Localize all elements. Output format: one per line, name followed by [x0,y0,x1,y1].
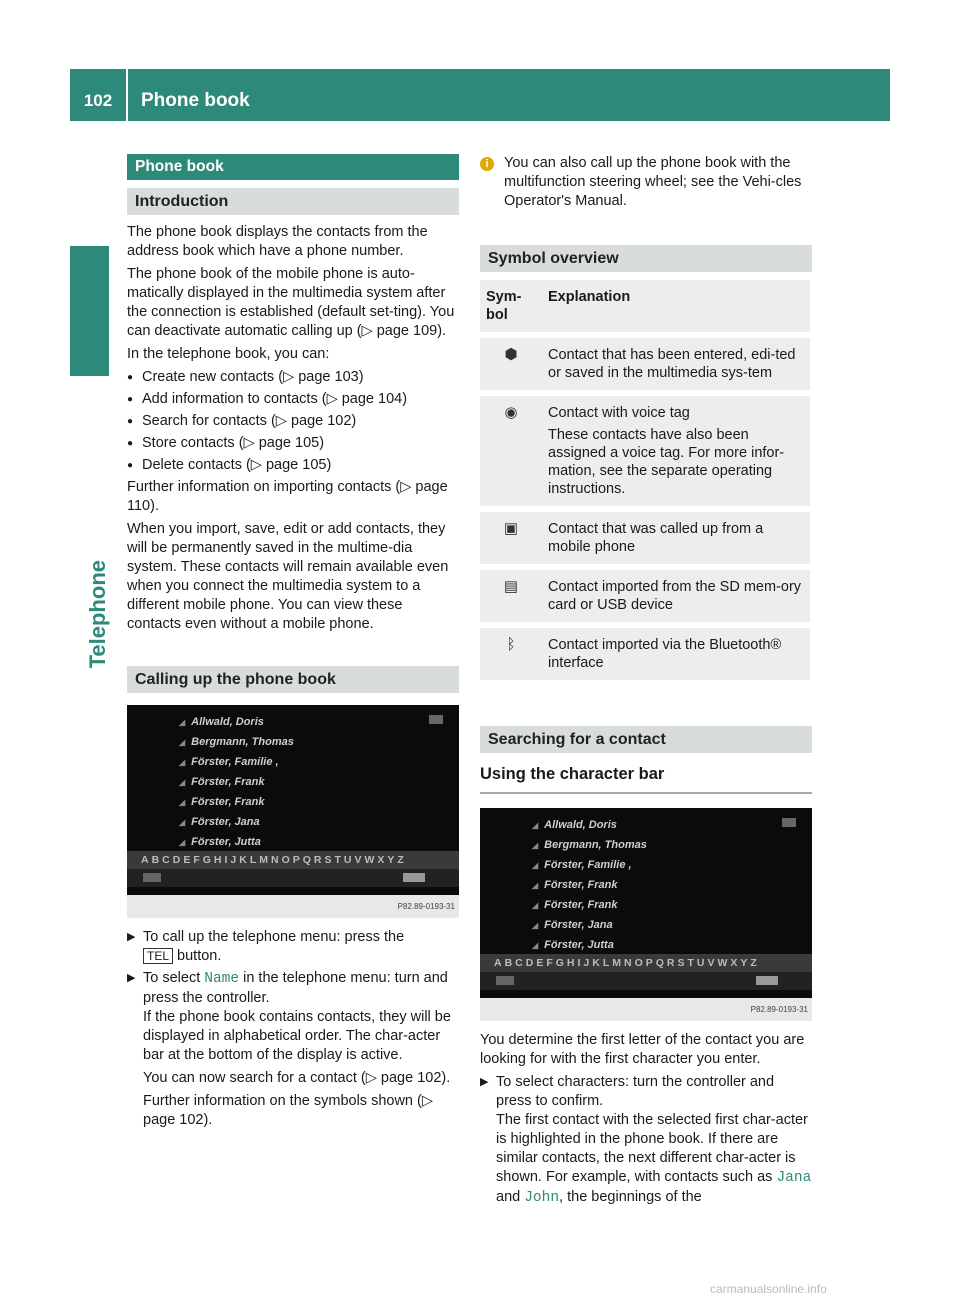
contact-row: ◢ Förster, Frank [179,776,265,788]
contact-row: ◢ Bergmann, Thomas [532,839,647,851]
intro-paragraph: When you import, save, edit or add contacts, they will be permanently saved in the multime-dia system. These contacts will remain available even when you connect the multimedia system to a different mobile phone. You can view these contacts even without a mobile phone. [127,521,449,632]
keyboard-icon [403,873,425,882]
sidebar-label: Telephone [85,560,110,669]
sort-icon [782,818,796,827]
list-item: ● Store contacts (▷ page 105) [127,435,325,451]
search-heading: Searching for a contact [480,726,812,753]
header-divider [126,69,128,121]
charbar-heading: Using the character bar [480,761,812,794]
info-icon: i [480,157,494,171]
symbol-heading: Symbol overview [480,245,812,272]
example-link-jana: Jana [776,1170,812,1186]
table-row: ▣ Contact that was called up from a mobile phone [480,509,810,567]
contact-row: ◢ Förster, Jutta [179,836,261,848]
example-link-john: John [524,1190,560,1206]
intro-paragraph: Further information on importing contacts (▷ page 110). [127,479,448,514]
table-header-row: Sym-bol Explanation [480,280,810,335]
table-row: ᛒ Contact imported via the Bluetooth® interface [480,625,810,683]
contact-row: ◢ Förster, Familie , [179,756,279,768]
intro-paragraph: The phone book displays the contacts from the address book which have a phone number. [127,224,428,259]
image-code: P82.89-0193-31 [127,895,459,918]
contact-row: ◢ Allwald, Doris [532,819,617,831]
symbol-table [480,280,810,686]
calling-heading: Calling up the phone book [127,666,459,693]
section-title: Phone book [127,154,459,180]
intro-paragraph: The phone book of the mobile phone is auto-matically displayed in the multimedia system after the connection is established (default set-ting). You can deactivate automatic calling up (▷ page 109). [127,266,455,339]
contact-row: ◢ Förster, Frank [532,899,618,911]
contact-row: ◢ Förster, Familie , [532,859,632,871]
contact-row: ◢ Förster, Frank [532,879,618,891]
intro-heading: Introduction [127,188,459,215]
character-bar: ABCDEFGHIJKLMNOPQRSTUVWXYZ [480,954,812,972]
search-paragraph: You determine the first letter of the contact you are looking for with the first character you enter. [480,1032,805,1067]
phonebook-screenshot [127,705,459,895]
contact-row: ◢ Förster, Jutta [532,939,614,951]
table-row: ◉ Contact with voice tag These contacts have also been assigned a voice tag. For more infor-mation, see the separate operating instructions. [480,393,810,509]
contact-row: ◢ Förster, Jana [532,919,613,931]
list-item: ● Create new contacts (▷ page 103) [127,369,364,385]
contact-row: ◢ Bergmann, Thomas [179,736,294,748]
info-note: i You can also call up the phone book with the multifunction steering wheel; see the Vehi-cles Operator's Manual. [480,154,812,211]
keyboard-icon [756,976,778,985]
table-row: ▤ Contact imported from the SD mem-ory card or USB device [480,567,810,625]
contact-row: ◢ Förster, Frank [179,796,265,808]
back-icon [143,873,161,882]
instruction-step: ▶ To call up the telephone menu: press the TEL button. [127,929,405,964]
image-code: P82.89-0193-31 [480,998,812,1021]
character-bar: ABCDEFGHIJKLMNOPQRSTUVWXYZ [127,851,459,869]
instruction-step: ▶ To select characters: turn the controller and press to confirm. The first contact with the selected first char-acter is highlighted in the phone book. If there are similar contacts, the next different char-acter is shown. For example, with contacts such as Jana and John, the beginnings of the [480,1074,812,1206]
watermark: carmanualsonline.info [710,1282,827,1296]
page-title: Phone book [141,90,250,111]
table-row: ⬢ Contact that has been entered, edi-ted or saved in the multimedia sys-tem [480,335,810,393]
mobile-contact-icon: ▣ [503,520,519,537]
page-number: 102 [83,91,113,110]
sidebar-tab [70,246,109,376]
right-column [480,154,812,1211]
contact-row: ◢ Förster, Jana [179,816,260,828]
sort-icon [429,715,443,724]
tel-key-icon: TEL [143,948,173,964]
list-item: ● Add information to contacts (▷ page 104) [127,391,408,407]
contact-row: ◢ Allwald, Doris [179,716,264,728]
intro-paragraph: In the telephone book, you can: [127,346,330,362]
back-icon [496,976,514,985]
list-item: ● Delete contacts (▷ page 105) [127,457,332,473]
name-menu-link: Name [204,971,240,987]
voice-tag-icon: ◉ [504,404,518,421]
left-column [127,154,459,1133]
list-item: ● Search for contacts (▷ page 102) [127,413,357,429]
sd-usb-contact-icon: ▤ [503,578,519,595]
contact-icon: ⬢ [504,346,518,363]
bluetooth-contact-icon: ᛒ [506,636,516,653]
instruction-step: ▶ To select Name in the telephone menu: turn and press the controller. If the phone book contains contacts, they will be displayed in alphabetical order. The char-acter bar at the bottom of the display is active. You can now search for a contact (▷ page 102). Further information on the symbols shown (▷ page 102). [127,970,451,1128]
phonebook-screenshot [480,808,812,998]
